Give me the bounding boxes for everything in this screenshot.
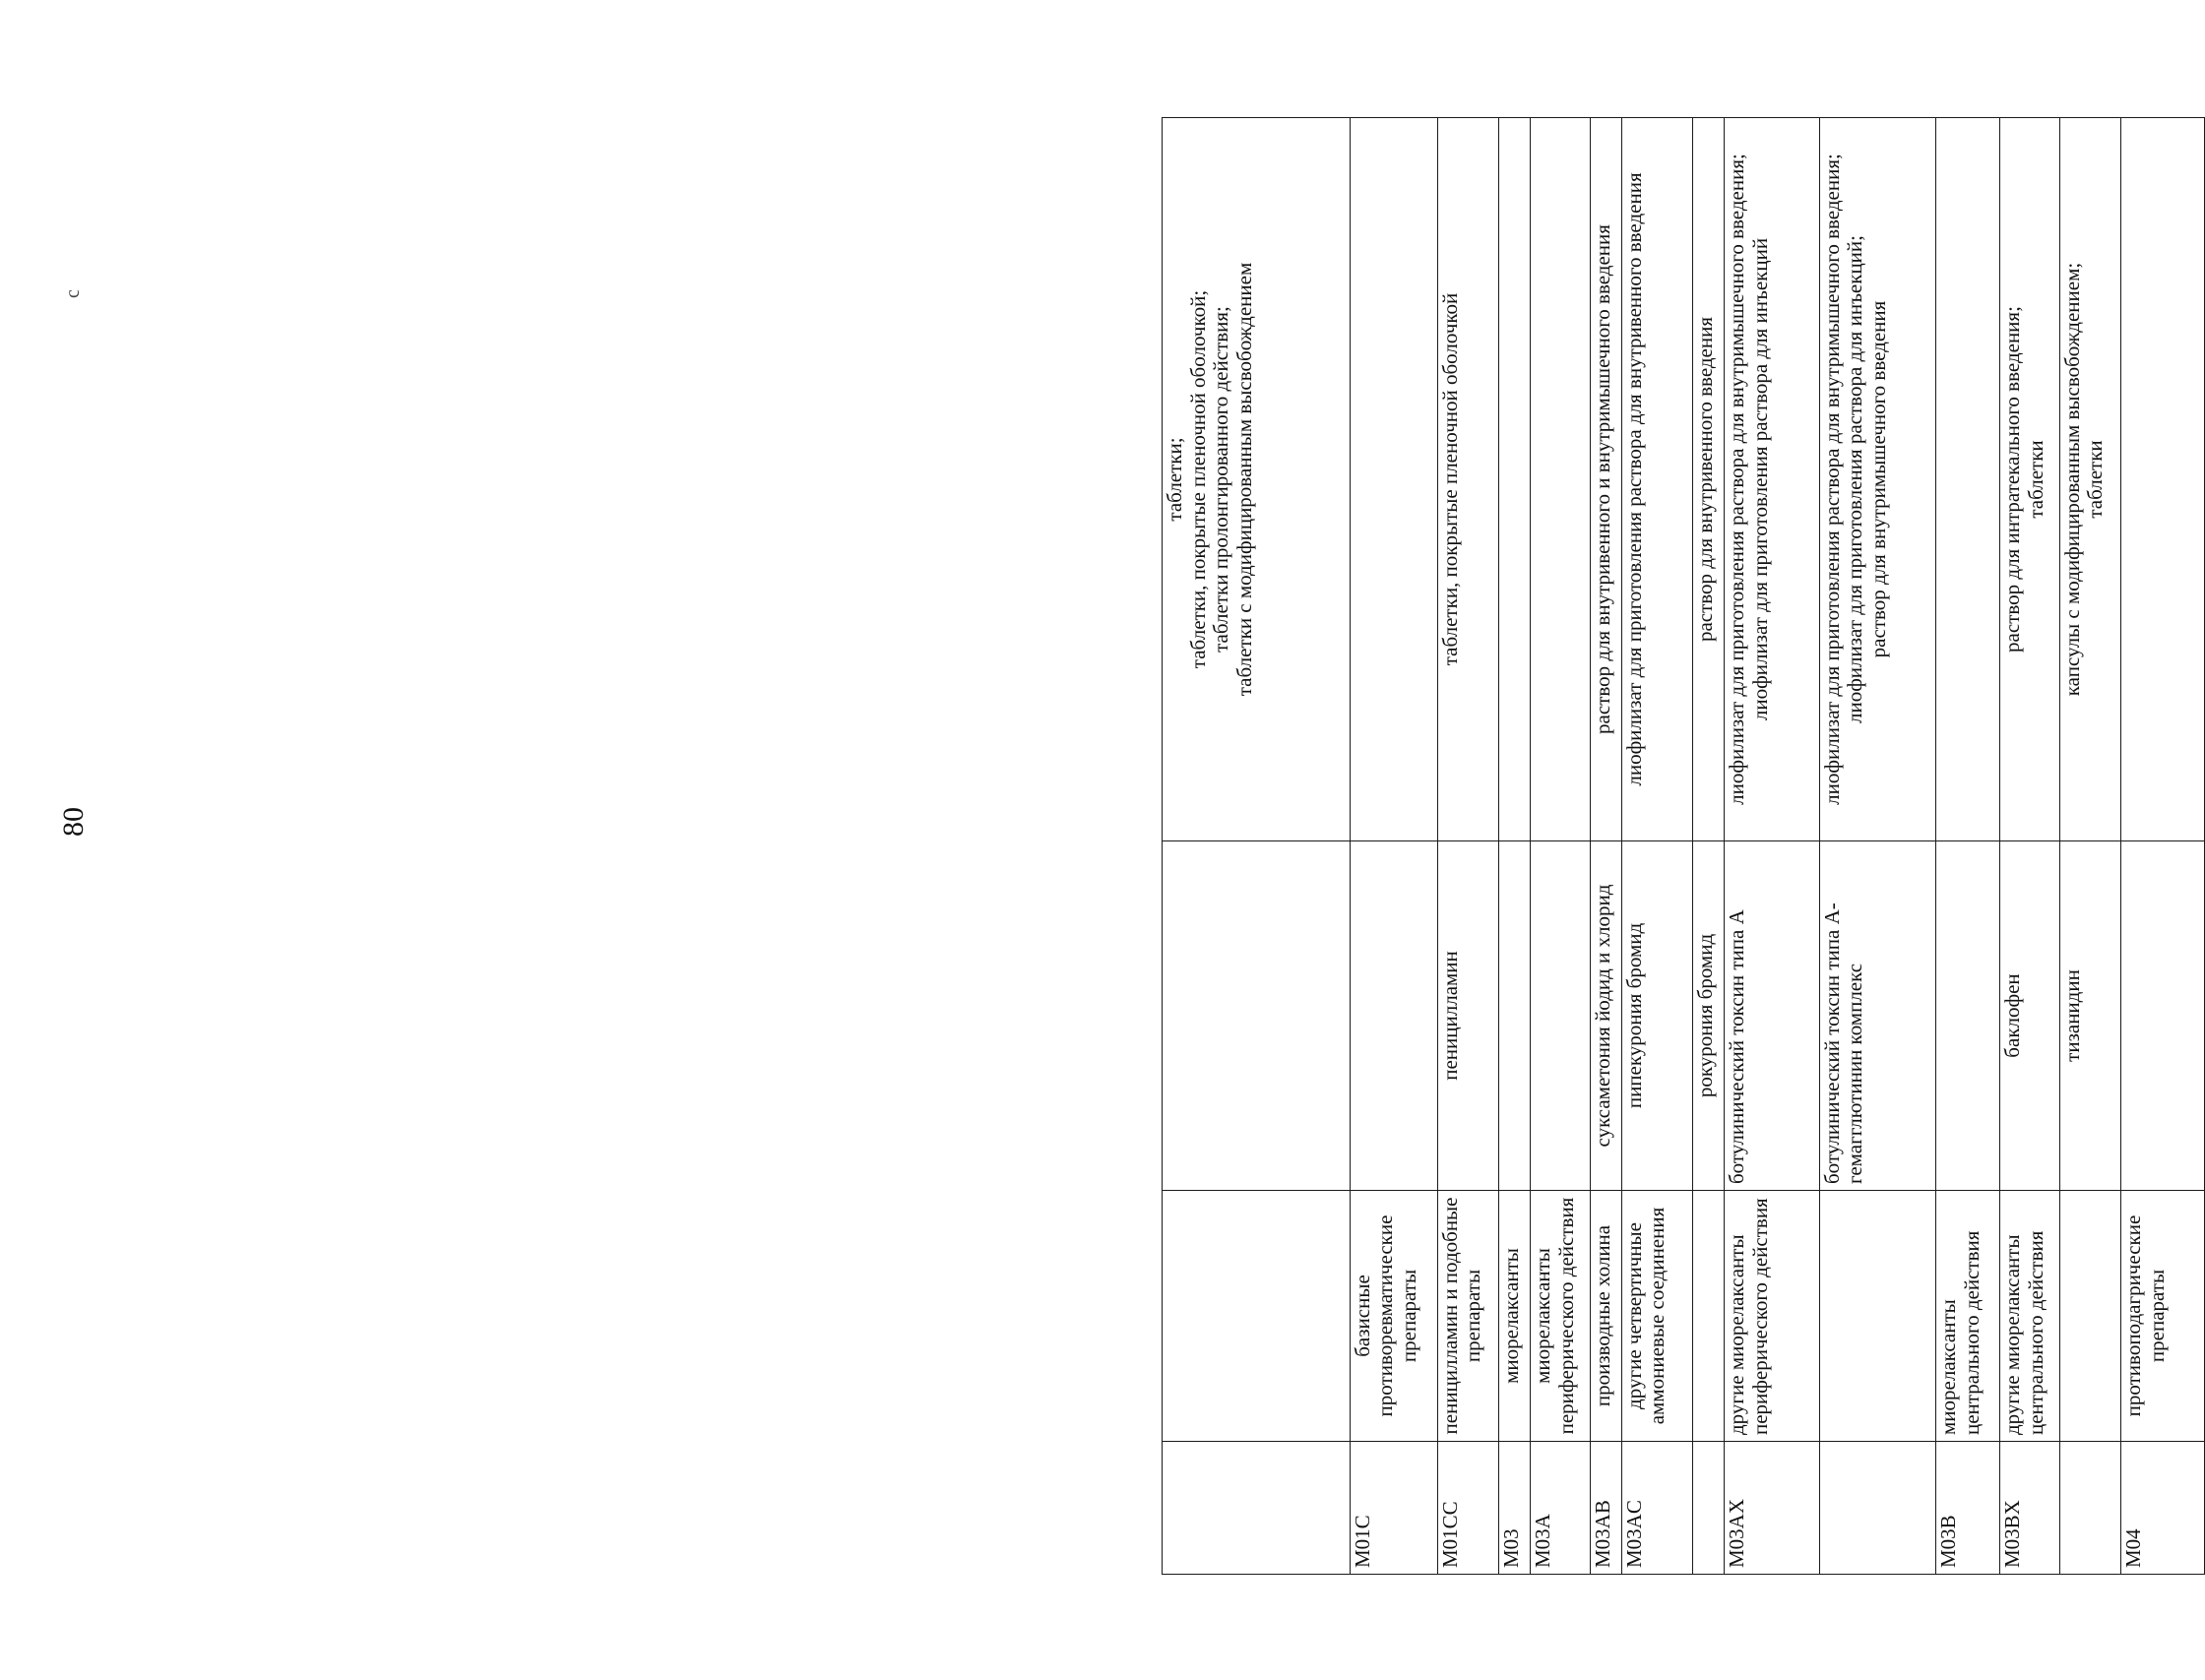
drug-name-cell: суксаметония йодид и хлорид (1590, 841, 1621, 1191)
drug-name-cell: рокурония бромид (1693, 841, 1725, 1191)
atc-code-cell: M03BX (2000, 1442, 2059, 1575)
table-row (1437, 118, 1499, 1575)
anatomical-group-cell: производные холина (1590, 1191, 1621, 1442)
atc-code-cell (2059, 1442, 2121, 1575)
dosage-form-line: таблетки; (1163, 437, 1186, 522)
dosage-form-line: лиофилизат для приготовления раствора для инъекций; (1843, 235, 1867, 724)
drug-name-cell (1350, 841, 1437, 1191)
dosage-forms-cell (1437, 118, 1499, 841)
atc-code-cell: M01CC (1437, 1442, 1499, 1575)
table-row (1163, 118, 1351, 1575)
table-row (1350, 118, 1437, 1575)
drug-name-cell: ботулинический токсин типа А-гемагглютинин комплекс (1819, 841, 1935, 1191)
atc-code-cell (1163, 1442, 1351, 1575)
dosage-form-line: таблетки, покрытые пленочной оболочкой; (1185, 289, 1210, 669)
dosage-forms-cell (2059, 118, 2121, 841)
drug-name-cell: ботулинический токсин типа А (1725, 841, 1820, 1191)
table-row (1693, 118, 1725, 1575)
atc-code-cell (1819, 1442, 1935, 1575)
dosage-form-line: лиофилизат для приготовления раствора для внутривенного введения (1621, 172, 1646, 786)
atc-code-cell: M03A (1531, 1442, 1590, 1575)
anatomical-group-cell: противоподагрические препараты (2121, 1191, 2205, 1442)
dosage-form-line: лиофилизат для приготовления раствора для внутримышечного введения; (1725, 154, 1749, 805)
dosage-form-line: таблетки пролонгированного действия; (1209, 306, 1233, 653)
table-row (2000, 118, 2059, 1575)
dosage-form-line: раствор для внутривенного введения (1693, 316, 1718, 643)
anatomical-group-cell (2059, 1191, 2121, 1442)
table-row (1819, 118, 1935, 1575)
dosage-form-line: таблетки (2083, 440, 2108, 519)
atc-code-cell (1693, 1442, 1725, 1575)
dosage-forms-cell (1163, 118, 1351, 841)
drug-name-cell (1163, 841, 1351, 1191)
dosage-forms-cell (1499, 118, 1531, 841)
dosage-form-line: раствор для внутривенного и внутримышечного введения (1590, 224, 1614, 734)
table-row (1725, 118, 1820, 1575)
dosage-forms-cell (1531, 118, 1590, 841)
drug-name-cell: тизанидин (2059, 841, 2121, 1191)
atc-code-cell: M03B (1936, 1442, 2000, 1575)
dosage-forms-cell (1693, 118, 1725, 841)
dosage-form-line: лиофилизат для приготовления раствора для инъекций (1747, 237, 1772, 721)
anatomical-group-cell: другие миорелаксанты центрального действия (2000, 1191, 2059, 1442)
margin-mark: c (61, 289, 84, 298)
drug-name-cell: баклофен (2000, 841, 2059, 1191)
rotated-table-container (1162, 118, 2205, 1575)
drug-name-cell (1499, 841, 1531, 1191)
atc-code-cell: M01C (1350, 1442, 1437, 1575)
dosage-form-line: таблетки с модифицированным высвобождением (1231, 262, 1256, 697)
anatomical-group-cell (1819, 1191, 1935, 1442)
atc-code-cell: M04 (2121, 1442, 2205, 1575)
medicines-table (1162, 117, 2205, 1575)
dosage-forms-cell (1936, 118, 2000, 841)
dosage-form-line: капсулы с модифицированным высвобождением; (2059, 262, 2084, 697)
atc-code-cell: M03AB (1590, 1442, 1621, 1575)
table-row (1531, 118, 1590, 1575)
table-row (1499, 118, 1531, 1575)
table-row (1590, 118, 1621, 1575)
drug-name-cell (2121, 841, 2205, 1191)
dosage-forms-cell (1725, 118, 1820, 841)
dosage-forms-cell (2000, 118, 2059, 841)
drug-name-cell: пеницилламин (1437, 841, 1499, 1191)
table-row (2059, 118, 2121, 1575)
dosage-forms-cell (1590, 118, 1621, 841)
anatomical-group-cell (1163, 1191, 1351, 1442)
anatomical-group-cell (1693, 1191, 1725, 1442)
dosage-forms-cell (2121, 118, 2205, 841)
table-row (1621, 118, 1692, 1575)
dosage-form-line: раствор для внутримышечного введения (1865, 300, 1890, 658)
drug-name-cell: пипекурония бромид (1621, 841, 1692, 1191)
anatomical-group-cell: базисные противоревматические препараты (1350, 1191, 1437, 1442)
dosage-form-line: таблетки (2023, 440, 2048, 519)
anatomical-group-cell: миорелаксанты (1499, 1191, 1531, 1442)
dosage-forms-cell (1350, 118, 1437, 841)
anatomical-group-cell: другие миорелаксанты периферического действия (1725, 1191, 1820, 1442)
dosage-forms-cell (1621, 118, 1692, 841)
atc-code-cell: M03AC (1621, 1442, 1692, 1575)
dosage-form-line: раствор для интратекального введения; (2000, 306, 2025, 653)
anatomical-group-cell: пеницилламин и подобные препараты (1437, 1191, 1499, 1442)
dosage-form-line: таблетки, покрытые пленочной оболочкой (1437, 292, 1462, 666)
atc-code-cell: M03AX (1725, 1442, 1820, 1575)
drug-name-cell (1531, 841, 1590, 1191)
table-row (2121, 118, 2205, 1575)
dosage-forms-cell (1819, 118, 1935, 841)
table-row (1936, 118, 2000, 1575)
dosage-form-line: лиофилизат для приготовления раствора для внутримышечного введения; (1819, 154, 1844, 805)
page-number: 80 (57, 807, 90, 837)
atc-code-cell: M03 (1499, 1442, 1531, 1575)
anatomical-group-cell: миорелаксанты периферического действия (1531, 1191, 1590, 1442)
anatomical-group-cell: миорелаксанты центрального действия (1936, 1191, 2000, 1442)
drug-name-cell (1936, 841, 2000, 1191)
anatomical-group-cell: другие четвертичные аммониевые соединения (1621, 1191, 1692, 1442)
